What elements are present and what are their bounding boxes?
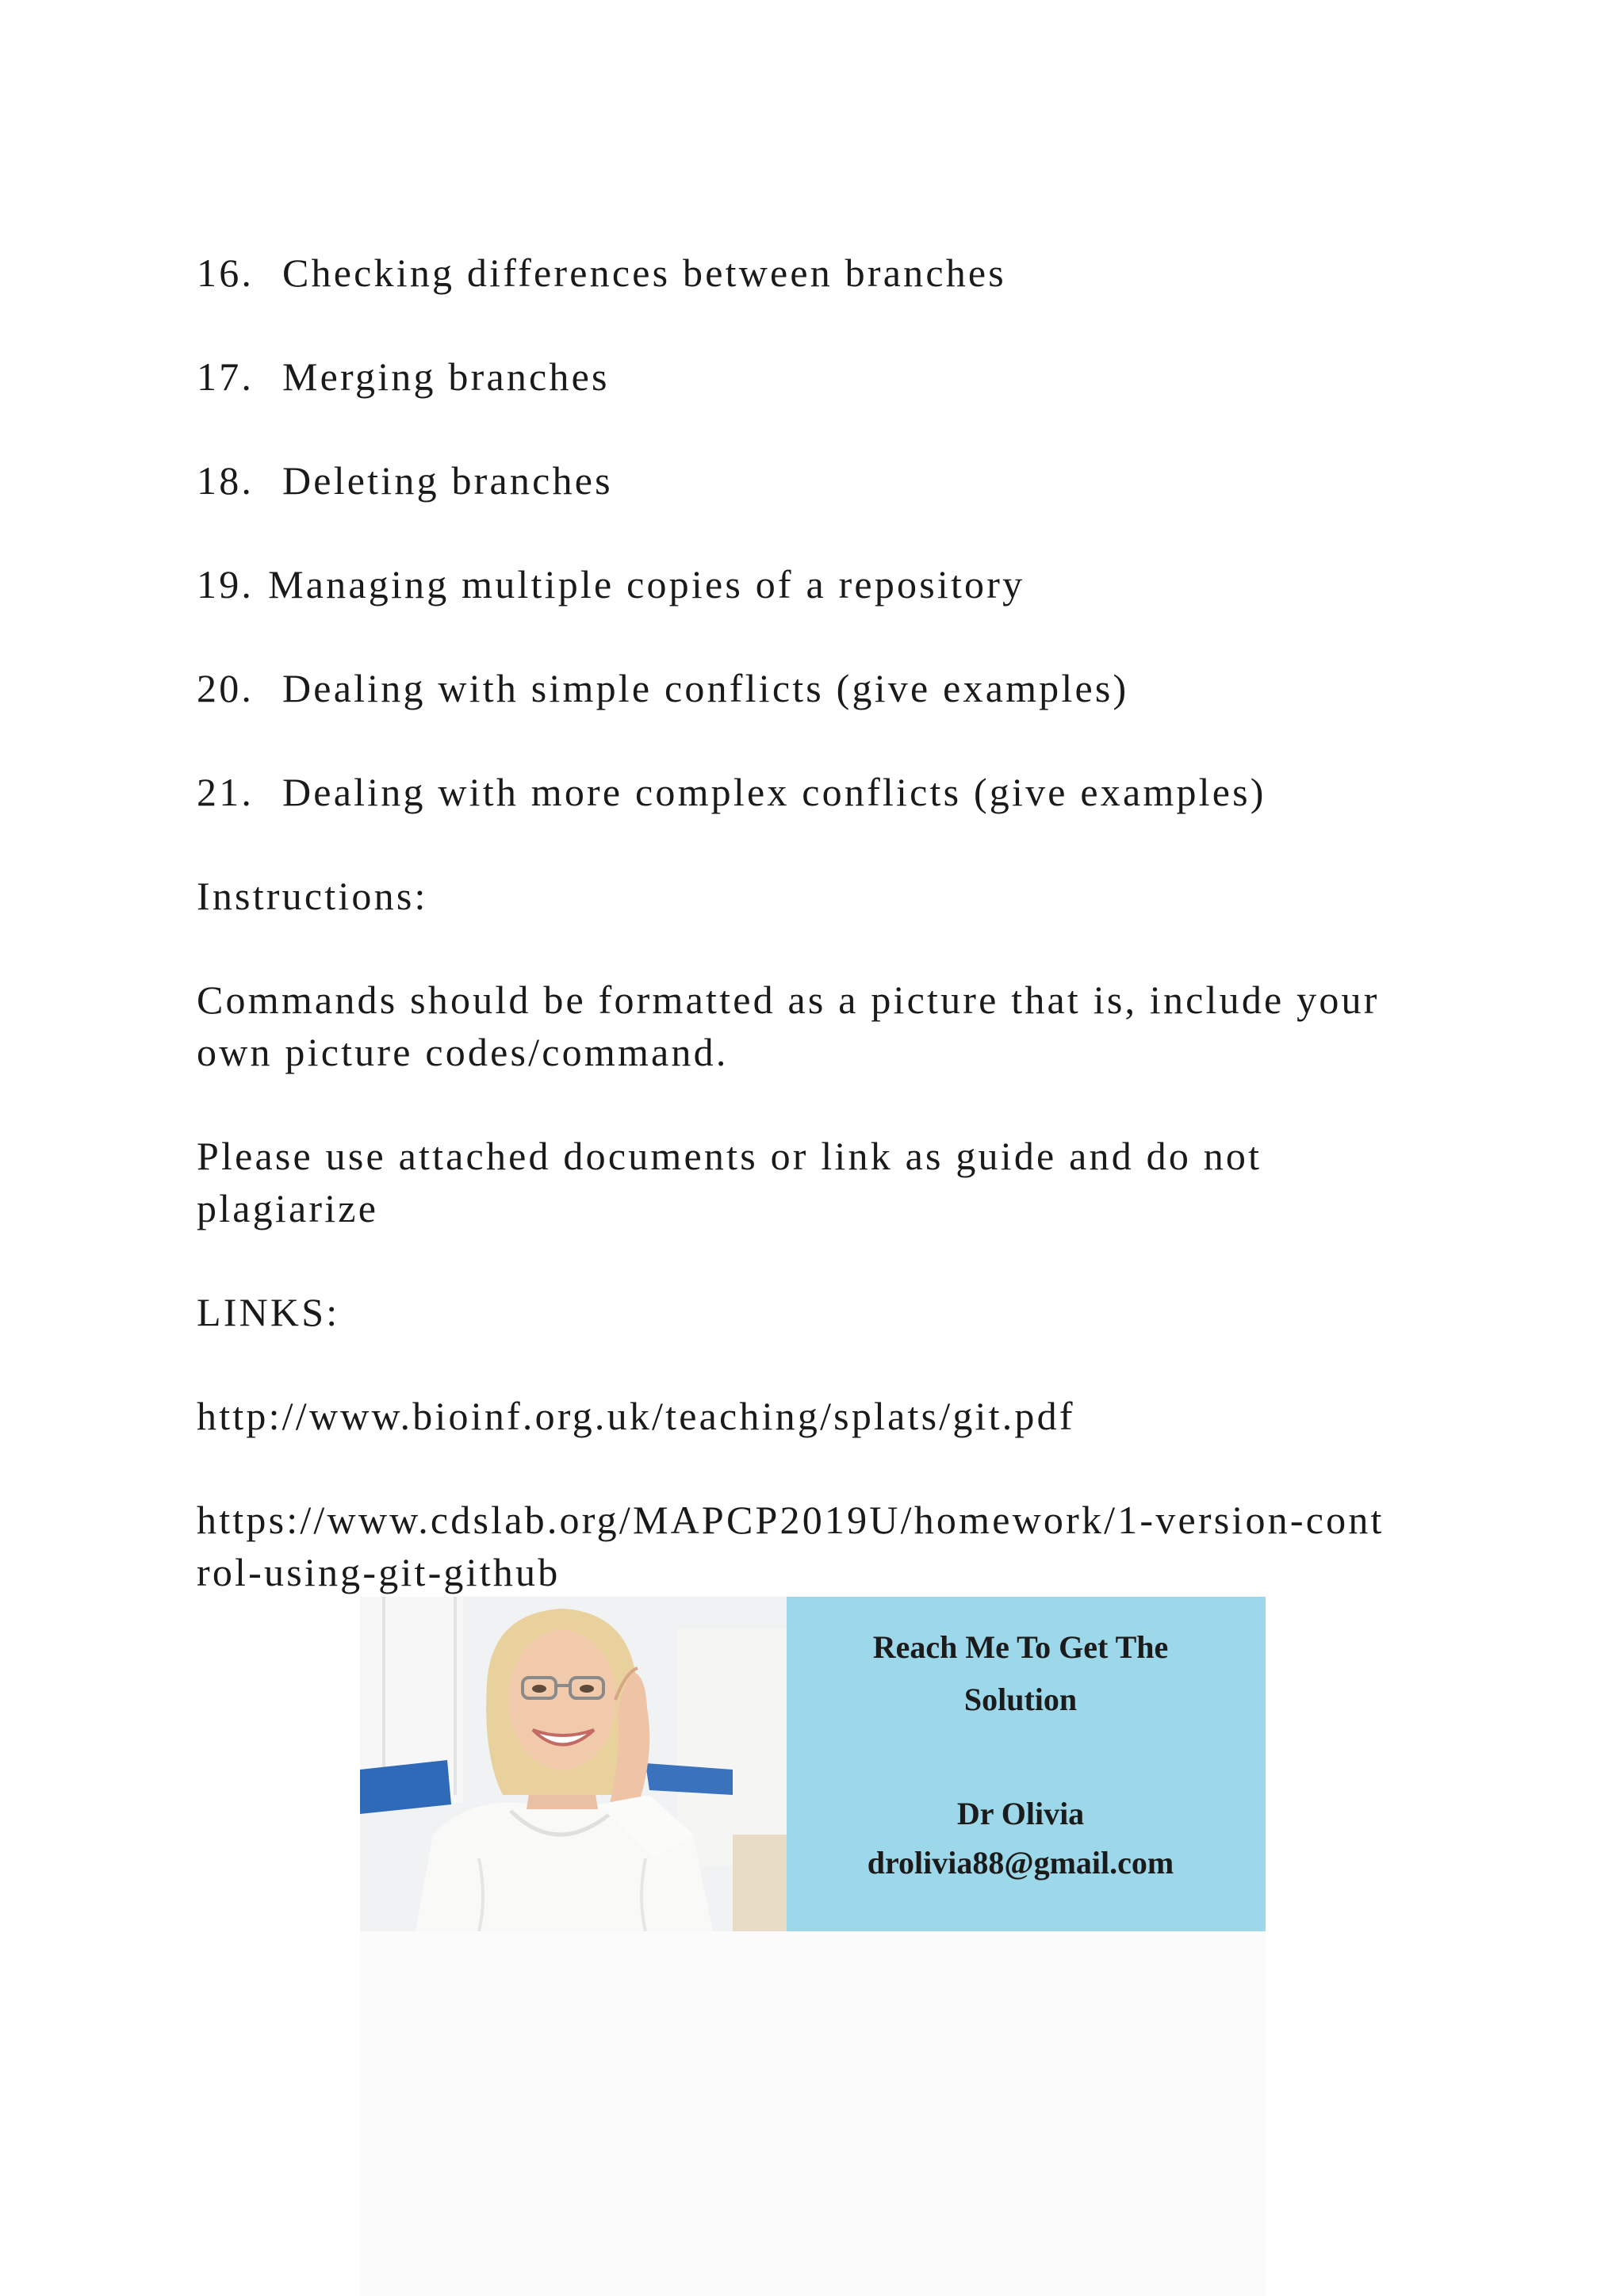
list-item-16 — [197, 247, 1006, 299]
link-cdslab[interactable]: https://www.cdslab.org/MAPCP2019U/homework/1-version-control-using-git-github — [197, 1498, 1385, 1594]
list-item-text: Merging branches — [282, 354, 610, 399]
contact-banner — [360, 1597, 1266, 1931]
list-item-text: Managing multiple copies of a repository — [268, 562, 1025, 607]
contact-name: Dr Olivia — [956, 1796, 1085, 1831]
list-item-17 — [197, 350, 610, 403]
instructions-paragraph-2: Please use attached documents or link as guide and do not plagiarize — [197, 1134, 1262, 1230]
links-heading: LINKS: — [197, 1290, 340, 1334]
list-item-text: Dealing with more complex conflicts (give examples) — [282, 770, 1266, 814]
panel-line-2: Solution — [963, 1682, 1078, 1717]
instructions-heading: Instructions: — [197, 874, 428, 918]
list-item-21 — [197, 766, 1266, 818]
contact-panel — [787, 1597, 1266, 1931]
list-item-text: Dealing with simple conflicts (give examples) — [282, 666, 1129, 710]
list-item-number: 17. — [197, 354, 255, 399]
list-item-number: 20. — [197, 666, 255, 710]
list-item-text: Checking differences between branches — [282, 251, 1006, 295]
woman-photo — [360, 1597, 787, 1931]
list-item-number: 21. — [197, 770, 255, 814]
contact-email[interactable]: drolivia88@gmail.com — [867, 1845, 1174, 1881]
link-bioinf[interactable]: http://www.bioinf.org.uk/teaching/splats/git.pdf — [197, 1394, 1075, 1438]
list-item-text: Deleting branches — [282, 458, 613, 503]
panel-line-1: Reach Me To Get The — [872, 1629, 1169, 1665]
instructions-paragraph-1: Commands should be formatted as a picture that is, include your own picture codes/command. — [197, 978, 1380, 1074]
lower-image-area — [360, 1931, 1266, 2296]
list-item-18 — [197, 454, 613, 507]
list-item-number: 19. — [197, 562, 255, 607]
list-item-20 — [197, 662, 1128, 714]
woman-illustration — [360, 1597, 787, 1931]
list-item-19 — [197, 558, 1025, 610]
list-item-number: 16. — [197, 251, 255, 295]
list-item-number: 18. — [197, 458, 255, 503]
